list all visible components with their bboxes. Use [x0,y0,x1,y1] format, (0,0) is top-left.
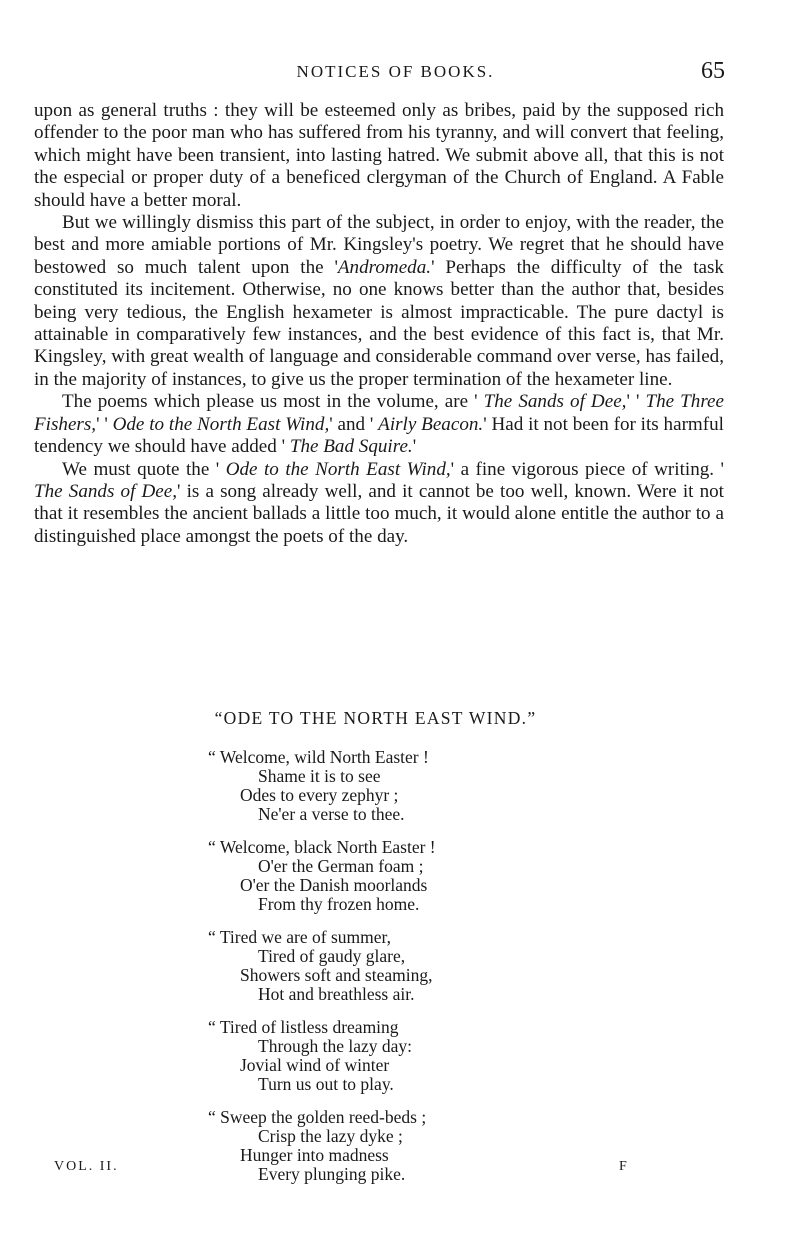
italic-title: Ode to the North East Wind, [112,413,330,435]
poem-line: Through the lazy day: [258,1036,413,1056]
poem-stanza [208,747,558,824]
article-body [34,100,724,548]
poem-line: “ Welcome, wild North Easter ! [208,747,429,767]
paragraph-text: We must quote the ' [62,458,226,480]
paragraph-text: ' and ' [329,413,379,435]
poem-line: “ Welcome, black North Easter ! [208,837,436,857]
italic-title: Airly Beacon. [378,413,484,435]
poem-line: Every plunging pike. [258,1164,406,1184]
poem-line: Shame it is to see [258,766,381,786]
paragraph-text: ' Perhaps the difficulty of the task constituted its incitement. Otherwise, no one knows better than the author that, besides being very tedious, the English hexameter is almost impracticable. The pure dactyl is attainable in comparatively few instances, and the best evidence of this fact is, that Mr. Kingsley, with great wealth of language and considerable command over verse, has failed, in the majority of instances, to give us the proper termination of the hexameter line. [34,256,724,390]
poem-stanza [208,837,558,914]
paragraph-text: ' is a song already well, and it cannot be too well, known. Were it not that it resembles the ancient ballads a little too much, it would alone entitle the author to a distinguished place amongst the poets of the day. [34,480,724,547]
poem-line: Odes to every zephyr ; [240,785,399,805]
poem-line: Jovial wind of winter [240,1055,390,1075]
paragraph [34,391,724,458]
paragraph-text: ' [412,436,417,458]
poem-line: From thy frozen home. [258,894,420,914]
poem [208,747,558,1198]
paragraph [34,459,724,549]
poem-line: Showers soft and steaming, [240,965,433,985]
paragraph-text: But we willingly dismiss this part of the subject, in order to enjoy, with the reader, the best and more amiable portions of Mr. Kingsley's poetry. We regret that he should have bestowed so much talent upon the ' [34,212,724,278]
poem-line: Hot and breathless air. [258,984,415,1004]
volume-label: VOL. II. [54,1159,119,1174]
poem-title: “ODE TO THE NORTH EAST WIND.” [214,708,537,728]
poem-stanza [208,1017,558,1094]
italic-title: Ode to the North East Wind, [225,458,451,480]
paragraph-text: ' ' [96,413,113,435]
paragraph-text: The poems which please us most in the volume, are ' [62,391,484,413]
running-head [0,58,791,88]
poem-line: “ Tired of listless dreaming [208,1017,399,1037]
italic-title: Andromeda. [337,256,432,278]
paragraph-text: upon as general truths : they will be esteemed only as bribes, paid by the supposed rich offender to the poor man who has suffered from his tyranny, and will convert that feeling, which might have been transient, into lasting hatred. We submit above all, that this is not the especial or proper duty of a beneficed clergyman of the Church of England. A Fable should have a better moral. [34,100,724,211]
italic-title: The Bad Squire. [289,436,413,458]
italic-title: The Sands of Dee, [34,480,178,502]
italic-title: The Three Fishers, [34,391,724,435]
poem-stanza [208,927,558,1004]
poem-line: O'er the German foam ; [258,856,424,876]
poem-line: Crisp the lazy dyke ; [258,1126,403,1146]
paragraph [34,100,724,212]
signature-mark: F [619,1159,627,1174]
poem-line: “ Tired we are of summer, [208,927,392,947]
poem-line: Ne'er a verse to thee. [258,804,405,824]
running-title: NOTICES OF BOOKS. [296,62,495,81]
poem-line: O'er the Danish moorlands [240,875,428,895]
page-number: 65 [701,58,725,84]
paragraph-text: ' ' [626,391,646,413]
paragraph-text: ' a fine vigorous piece of writing. ' [450,458,724,480]
poem-line: Hunger into madness [240,1145,389,1165]
page-footer [0,1159,791,1183]
poem-line: Tired of gaudy glare, [258,946,406,966]
paragraph-text: ' Had it not been for its harmful tendency we should have added ' [34,413,724,458]
italic-title: The Sands of Dee, [483,391,627,413]
poem-line: Turn us out to play. [258,1074,394,1094]
paragraph [34,212,724,391]
poem-line: “ Sweep the golden reed-beds ; [208,1107,427,1127]
